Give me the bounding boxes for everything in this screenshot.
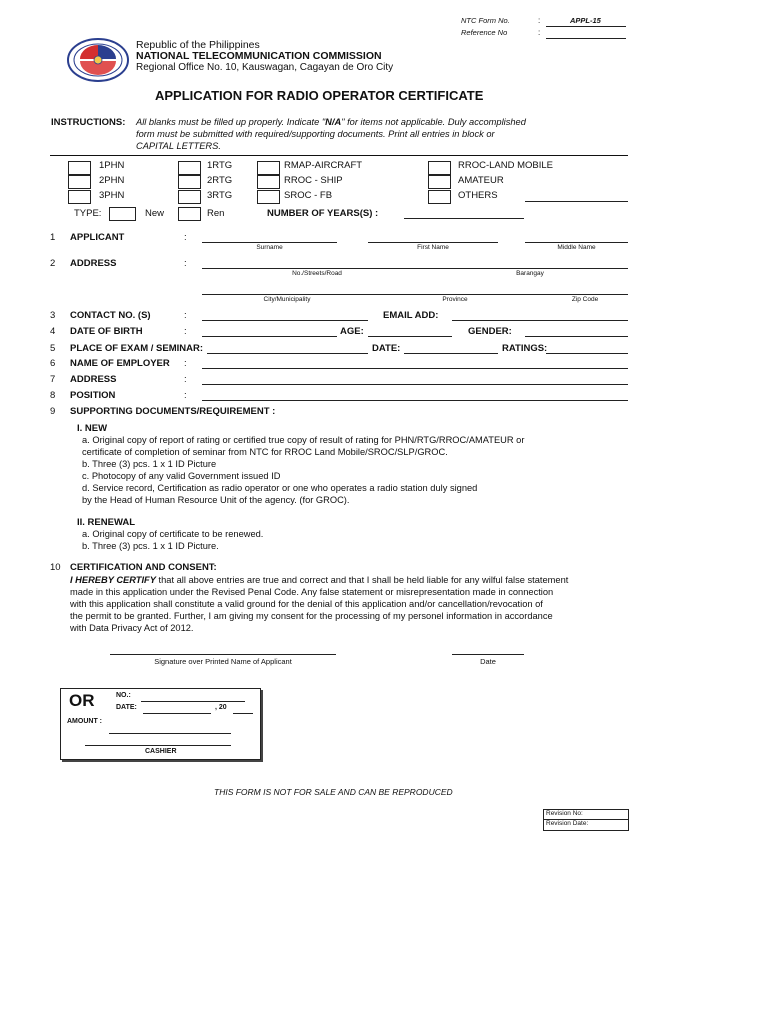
dob-label: DATE OF BIRTH bbox=[70, 326, 143, 337]
option-label: AMATEUR bbox=[458, 175, 504, 186]
or-amount-label: AMOUNT : bbox=[67, 718, 102, 725]
middle-name-caption: Middle Name bbox=[557, 244, 596, 251]
option-label: RROC-LAND MOBILE bbox=[458, 160, 554, 171]
gender-field[interactable] bbox=[525, 336, 628, 337]
option-label: 2PHN bbox=[99, 175, 125, 186]
employer-field[interactable] bbox=[202, 368, 628, 369]
revision-no-label: Revision No: bbox=[546, 810, 583, 817]
colon: : bbox=[184, 232, 187, 243]
years-label: NUMBER OF YEARS(S) : bbox=[267, 208, 379, 219]
requirement-item: b. Three (3) pcs. 1 x 1 ID Picture bbox=[82, 459, 217, 469]
dob-field[interactable] bbox=[202, 336, 337, 337]
instructions-line-2: form must be submitted with required/supporting documents. Print all entries in block or bbox=[136, 129, 495, 139]
requirement-item: certificate of completion of seminar from NTC for RROC Land Mobile/SROC/SLP/GROC. bbox=[82, 447, 448, 457]
certification-line-2: made in this application under the Revised Penal Code. Any false statement or misrepresentation made in connection bbox=[70, 587, 554, 597]
item-number: 6 bbox=[50, 358, 56, 369]
certification-line-4: the permit to be granted. Further, I am giving my consent for the processing of my personel information in accordance bbox=[70, 611, 553, 621]
revision-no-row bbox=[544, 810, 628, 820]
or-no-label: NO.: bbox=[116, 692, 131, 699]
checkbox-rroc-ship[interactable] bbox=[257, 175, 280, 189]
reference-label: Reference No bbox=[461, 28, 508, 37]
form-no-label: NTC Form No. bbox=[461, 16, 510, 25]
signature-date-caption: Date bbox=[480, 657, 496, 666]
email-label: EMAIL ADD: bbox=[383, 310, 439, 321]
revision-box bbox=[543, 809, 629, 831]
checkbox-1phn[interactable] bbox=[68, 161, 91, 175]
item-number: 3 bbox=[50, 310, 56, 321]
city-caption: City/Municipality bbox=[263, 296, 311, 303]
street-caption: No./Streets/Road bbox=[292, 270, 342, 277]
or-box bbox=[60, 688, 261, 760]
republic-text: Republic of the Philippines bbox=[136, 39, 260, 51]
option-label: 1PHN bbox=[99, 160, 125, 171]
contact-field[interactable] bbox=[202, 320, 368, 321]
ratings-field[interactable] bbox=[546, 353, 628, 354]
exam-label: PLACE OF EXAM / SEMINAR: bbox=[70, 343, 204, 354]
new-requirements-heading: I. NEW bbox=[77, 423, 108, 434]
renewal-requirements-heading: II. RENEWAL bbox=[77, 517, 136, 528]
others-specify-field[interactable] bbox=[525, 201, 628, 202]
street-field[interactable] bbox=[202, 268, 628, 269]
certification-line-5: with Data Privacy Act of 2012. bbox=[70, 623, 194, 633]
form-no-colon: : bbox=[538, 16, 541, 25]
or-year-field[interactable] bbox=[233, 713, 253, 714]
requirement-item: by the Head of Human Resource Unit of the agency. (for GROC). bbox=[82, 495, 350, 505]
item-number: 1 bbox=[50, 232, 56, 243]
age-field[interactable] bbox=[368, 336, 452, 337]
checkbox-amateur[interactable] bbox=[428, 175, 451, 189]
colon: : bbox=[184, 374, 187, 385]
revision-date-label: Revision Date: bbox=[546, 820, 589, 827]
checkbox-ren[interactable] bbox=[178, 207, 201, 221]
form-no-line bbox=[546, 26, 626, 27]
option-label: 3PHN bbox=[99, 190, 125, 201]
checkbox-sroc-fb[interactable] bbox=[257, 190, 280, 204]
city-province-field[interactable] bbox=[202, 294, 628, 295]
option-label: 3RTG bbox=[207, 190, 233, 201]
or-date-field[interactable] bbox=[143, 713, 211, 714]
signature-caption: Signature over Printed Name of Applicant bbox=[154, 657, 292, 666]
reference-field[interactable] bbox=[546, 38, 626, 39]
colon: : bbox=[184, 358, 187, 369]
requirement-item: a. Original copy of certificate to be renewed. bbox=[82, 529, 264, 539]
or-amount-field[interactable] bbox=[109, 733, 231, 734]
surname-caption: Surname bbox=[256, 244, 283, 251]
item-number: 2 bbox=[50, 258, 56, 269]
commission-name: NATIONAL TELECOMMUNICATION COMMISSION bbox=[136, 50, 382, 62]
instructions-line-3: CAPITAL LETTERS. bbox=[136, 141, 221, 151]
cashier-signature-field[interactable] bbox=[85, 745, 231, 746]
age-label: AGE: bbox=[340, 326, 364, 337]
option-label: OTHERS bbox=[458, 190, 498, 201]
gender-label: GENDER: bbox=[468, 326, 512, 337]
exam-field[interactable] bbox=[207, 353, 368, 354]
requirement-item: b. Three (3) pcs. 1 x 1 ID Picture. bbox=[82, 541, 219, 551]
exam-date-label: DATE: bbox=[372, 343, 401, 354]
signature-field[interactable] bbox=[110, 654, 336, 655]
colon: : bbox=[184, 258, 187, 269]
requirement-item: d. Service record, Certification as radio operator or one who operates a radio station duly signed bbox=[82, 483, 478, 493]
zip-caption: Zip Code bbox=[571, 296, 599, 303]
colon: : bbox=[184, 326, 187, 337]
email-field[interactable] bbox=[452, 320, 628, 321]
or-year-label: , 20 bbox=[215, 704, 227, 711]
item-number: 8 bbox=[50, 390, 56, 401]
position-label: POSITION bbox=[70, 390, 116, 401]
employer-label: NAME OF EMPLOYER bbox=[70, 358, 170, 369]
checkbox-new[interactable] bbox=[109, 207, 136, 221]
certification-line-3: with this application shall constitute a valid ground for the denial of this application and/or cancellation/revocation of bbox=[70, 599, 543, 609]
cashier-label: CASHIER bbox=[145, 748, 177, 755]
colon: : bbox=[184, 390, 187, 401]
exam-date-field[interactable] bbox=[404, 353, 498, 354]
colon: : bbox=[184, 310, 187, 321]
checkbox-1rtg[interactable] bbox=[178, 161, 201, 175]
position-field[interactable] bbox=[202, 400, 628, 401]
reference-colon: : bbox=[538, 28, 541, 37]
employer-address-field[interactable] bbox=[202, 384, 628, 385]
instructions-divider bbox=[50, 155, 628, 156]
instructions-line-1: All blanks must be filled up properly. Indicate "N/A" for items not applicable. Duly accomplished bbox=[136, 117, 526, 127]
employer-address-label: ADDRESS bbox=[70, 374, 117, 385]
option-label: RROC - SHIP bbox=[284, 175, 343, 186]
first-name-field[interactable] bbox=[368, 242, 498, 243]
checkbox-rmap-aircraft[interactable] bbox=[257, 161, 280, 175]
province-caption: Province bbox=[442, 296, 468, 303]
item-number: 9 bbox=[50, 406, 56, 417]
not-for-sale-notice: THIS FORM IS NOT FOR SALE AND CAN BE REPRODUCED bbox=[214, 787, 453, 797]
certification-line-1: I HEREBY CERTIFY that all above entries are true and correct and that I shall be held liable for any wilful false statement bbox=[70, 575, 569, 585]
checkbox-2rtg[interactable] bbox=[178, 175, 201, 189]
checkbox-2phn[interactable] bbox=[68, 175, 91, 189]
years-field[interactable] bbox=[404, 218, 524, 219]
new-label: New bbox=[145, 208, 165, 219]
requirement-item: c. Photocopy of any valid Government issued ID bbox=[82, 471, 281, 481]
checkbox-others[interactable] bbox=[428, 190, 451, 204]
applicant-label: APPLICANT bbox=[70, 232, 125, 243]
ren-label: Ren bbox=[207, 208, 225, 219]
surname-field[interactable] bbox=[202, 242, 337, 243]
item-number: 4 bbox=[50, 326, 56, 337]
instructions-label: INSTRUCTIONS: bbox=[51, 117, 126, 128]
form-no-value: APPL-15 bbox=[570, 16, 601, 25]
or-date-label: DATE: bbox=[116, 704, 137, 711]
page-title: APPLICATION FOR RADIO OPERATOR CERTIFICATE bbox=[155, 88, 484, 103]
or-no-field[interactable] bbox=[141, 701, 245, 702]
checkbox-3phn[interactable] bbox=[68, 190, 91, 204]
option-label: SROC - FB bbox=[284, 190, 333, 201]
item-number: 7 bbox=[50, 374, 56, 385]
address-label: ADDRESS bbox=[70, 258, 117, 269]
option-label: 2RTG bbox=[207, 175, 233, 186]
signature-date-field[interactable] bbox=[452, 654, 524, 655]
ntc-logo bbox=[66, 37, 130, 83]
option-label: RMAP-AIRCRAFT bbox=[284, 160, 363, 171]
checkbox-3rtg[interactable] bbox=[178, 190, 201, 204]
supporting-docs-label: SUPPORTING DOCUMENTS/REQUIREMENT : bbox=[70, 406, 276, 417]
regional-office: Regional Office No. 10, Kauswagan, Cagayan de Oro City bbox=[136, 62, 394, 73]
barangay-caption: Barangay bbox=[516, 270, 544, 277]
ratings-label: RATINGS: bbox=[502, 343, 548, 354]
option-label: 1RTG bbox=[207, 160, 233, 171]
middle-name-field[interactable] bbox=[525, 242, 628, 243]
contact-label: CONTACT NO. (S) bbox=[70, 310, 151, 321]
checkbox-rroc-land-mobile[interactable] bbox=[428, 161, 451, 175]
first-name-caption: First Name bbox=[417, 244, 449, 251]
item-number: 10 bbox=[50, 562, 61, 573]
type-label: TYPE: bbox=[74, 208, 102, 219]
requirement-item: a. Original copy of report of rating or certified true copy of result of rating for PHN/RTG/RROC/AMATEUR or bbox=[82, 435, 525, 445]
item-number: 5 bbox=[50, 343, 56, 354]
or-title: OR bbox=[69, 691, 95, 710]
certification-heading: CERTIFICATION AND CONSENT: bbox=[70, 562, 217, 573]
